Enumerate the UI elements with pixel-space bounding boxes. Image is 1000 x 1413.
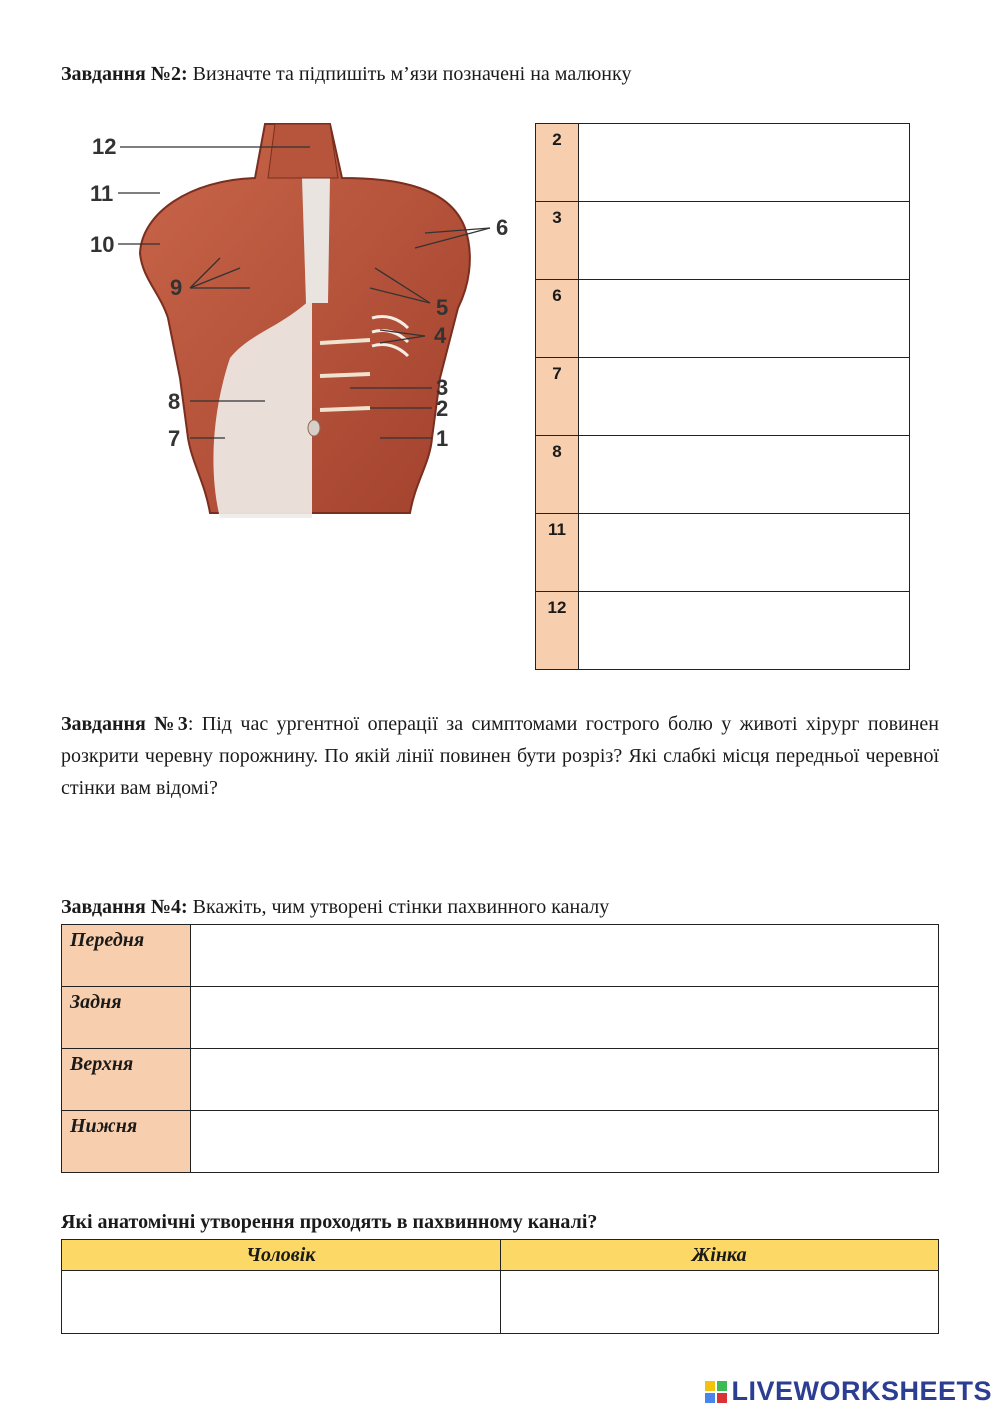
task2-row bbox=[536, 124, 910, 202]
sternum bbox=[302, 178, 330, 303]
task2-title: Завдання №2: bbox=[61, 63, 188, 85]
task4-text: Вкажіть, чим утворені стінки пахвинного каналу bbox=[187, 896, 610, 918]
wall-row bbox=[62, 987, 939, 1049]
navel bbox=[308, 420, 320, 436]
muscle-figure bbox=[80, 118, 520, 538]
gender-answer-row bbox=[62, 1271, 939, 1334]
fig-label-6: 6 bbox=[496, 215, 509, 240]
wall-row bbox=[62, 1049, 939, 1111]
task2-answer-cell[interactable] bbox=[579, 514, 910, 592]
fig-label-11: 11 bbox=[90, 181, 114, 206]
task2-row-number: 8 bbox=[552, 442, 562, 461]
fig-label-5: 5 bbox=[436, 295, 449, 320]
wall-row bbox=[62, 1111, 939, 1173]
task2-row-number: 7 bbox=[552, 364, 562, 383]
female-header: Жінка bbox=[500, 1240, 939, 1271]
wall-answer-cell[interactable] bbox=[191, 1111, 939, 1173]
task4-heading bbox=[61, 892, 609, 922]
task2-row bbox=[536, 358, 910, 436]
task2-heading bbox=[61, 59, 631, 89]
fig-label-8: 8 bbox=[168, 389, 181, 414]
logo-mark-letter bbox=[717, 1393, 727, 1403]
wall-label: Передня bbox=[70, 929, 145, 951]
inguinal-canal-walls-table bbox=[61, 924, 939, 1173]
task2-answer-cell[interactable] bbox=[579, 358, 910, 436]
female-answer-cell[interactable] bbox=[500, 1271, 939, 1334]
fig-label-9: 9 bbox=[170, 275, 183, 300]
fig-label-12: 12 bbox=[92, 134, 117, 159]
gender-header-row bbox=[62, 1240, 939, 1271]
wall-label: Нижня bbox=[70, 1115, 138, 1137]
wall-label: Верхня bbox=[70, 1053, 134, 1075]
wall-label: Задня bbox=[70, 991, 122, 1013]
male-header: Чоловік bbox=[62, 1240, 501, 1271]
task2-answer-cell[interactable] bbox=[579, 124, 910, 202]
task2-text: Визначте та підпишіть м’язи позначені на малюнку bbox=[187, 63, 632, 85]
fig-label-4: 4 bbox=[434, 323, 447, 348]
neck bbox=[268, 124, 338, 178]
task4-title: Завдання №4: bbox=[61, 896, 188, 918]
task2-row bbox=[536, 592, 910, 670]
logo-text: LIVEWORKSHEETS bbox=[731, 1376, 992, 1406]
task2-row bbox=[536, 436, 910, 514]
task2-answer-cell[interactable] bbox=[579, 202, 910, 280]
inguinal-contents-table bbox=[61, 1239, 939, 1334]
logo-mark-letter bbox=[717, 1381, 727, 1391]
task2-answer-cell[interactable] bbox=[579, 280, 910, 358]
liveworksheets-logo bbox=[705, 1376, 992, 1407]
wall-answer-cell[interactable] bbox=[191, 987, 939, 1049]
task2-row bbox=[536, 202, 910, 280]
task2-row-number: 2 bbox=[552, 130, 562, 149]
male-answer-cell[interactable] bbox=[62, 1271, 501, 1334]
wall-answer-cell[interactable] bbox=[191, 925, 939, 987]
task2-row-number: 3 bbox=[552, 208, 562, 227]
inguinal-contents-question: Які анатомічні утворення проходять в пахвинному каналі? bbox=[61, 1211, 598, 1233]
task2-answer-cell[interactable] bbox=[579, 436, 910, 514]
task2-row bbox=[536, 514, 910, 592]
task2-row bbox=[536, 280, 910, 358]
wall-answer-cell[interactable] bbox=[191, 1049, 939, 1111]
task3-title: Завдання №3 bbox=[61, 713, 188, 735]
fig-label-10: 10 bbox=[90, 232, 115, 257]
task2-row-number: 11 bbox=[548, 520, 566, 539]
task2-row-number: 6 bbox=[552, 286, 562, 305]
task3-paragraph bbox=[61, 708, 939, 804]
task2-answer-table bbox=[535, 123, 910, 670]
task2-row-number: 12 bbox=[547, 598, 567, 617]
logo-mark-icon bbox=[705, 1381, 727, 1403]
logo-mark-letter bbox=[705, 1381, 715, 1391]
fig-label-7: 7 bbox=[168, 426, 181, 451]
task2-answer-cell[interactable] bbox=[579, 592, 910, 670]
fig-label-1: 1 bbox=[436, 426, 449, 451]
fig-label-2: 2 bbox=[436, 396, 449, 421]
task3-text: : Під час ургентної операції за симптомами гострого болю у животі хірург повинен розкрити черевну порожнину. По якій лінії повинен бути розріз? Які слабкі місця передньої черевної стінки вам відомі? bbox=[61, 713, 939, 799]
wall-row bbox=[62, 925, 939, 987]
fig-label-3: 3 bbox=[436, 375, 449, 400]
logo-mark-letter bbox=[705, 1393, 715, 1403]
